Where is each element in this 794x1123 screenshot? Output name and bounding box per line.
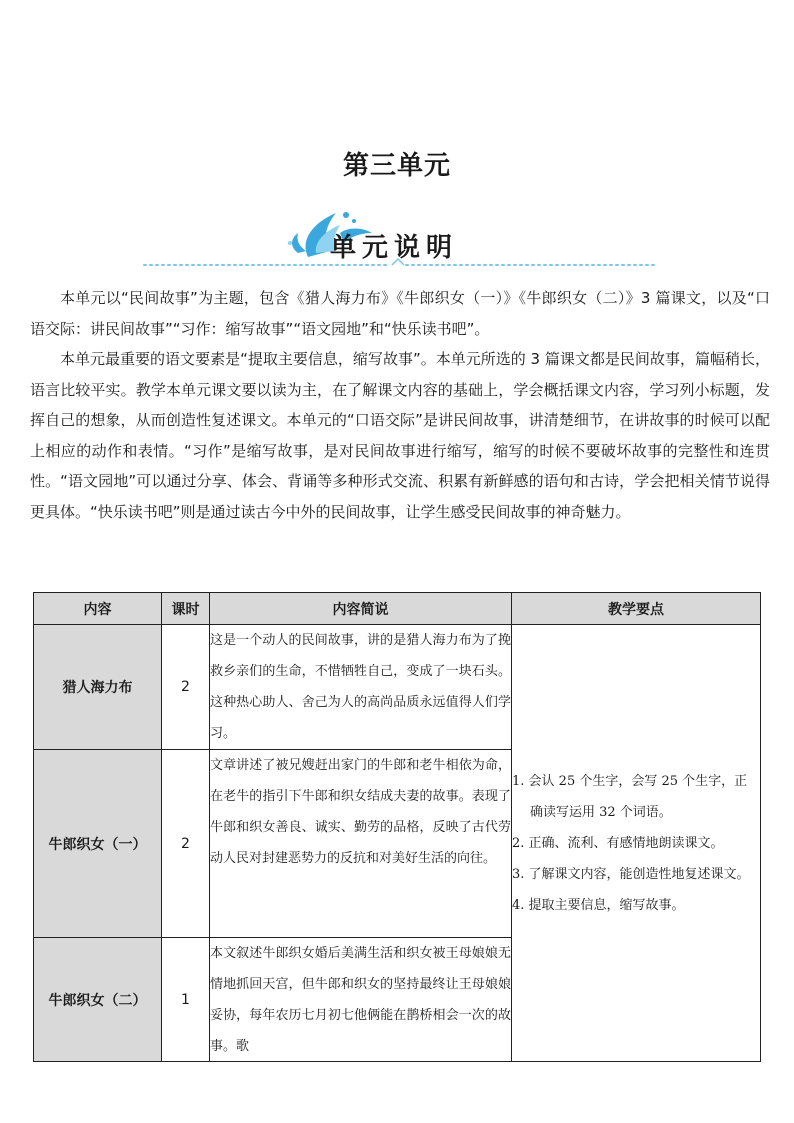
header-summary: 内容简说 [210, 593, 512, 625]
intro-paragraph: 本单元以“民间故事”为主题，包含《猎人海力布》《牛郎织女（一）》《牛郎织女（二）》3 篇课文，以及“口语交际：讲民间故事”“习作：缩写故事”“语文园地”和“快乐读书吧”。 [30, 289, 770, 338]
goal-item: 2. 正确、流利、有感情地朗读课文。 [512, 835, 724, 851]
lesson-name: 牛郎织女（一） [34, 750, 162, 938]
lesson-summary-cell [210, 938, 512, 1062]
header-hours: 课时 [162, 593, 210, 625]
table-header-row [34, 593, 761, 625]
goal-item: 3. 了解课文内容，能创造性地复述课文。 [512, 866, 750, 882]
goal-item: 1. 会认 25 个生字，会写 25 个生字，正确读写运用 32 个词语。 [512, 773, 748, 820]
section-title: 单元说明 [330, 233, 459, 263]
lesson-hours: 1 [162, 938, 210, 1062]
table-row [34, 625, 761, 750]
lesson-hours: 2 [162, 625, 210, 750]
lesson-summary: 本文叙述牛郎织女婚后美满生活和织女被王母娘娘无情地抓回天宫，但牛郎和织女的坚持最终让王母娘娘妥协，每年农历七月初七他俩能在鹊桥相会一次的故事。歌 [210, 946, 511, 1054]
unit-title: 第三单元 [342, 151, 451, 181]
header-content: 内容 [34, 593, 162, 625]
header-goals: 教学要点 [512, 593, 761, 625]
intro-paragraph: 本单元最重要的语文要素是“提取主要信息，缩写故事”。本单元所选的 3 篇课文都是民间故事，篇幅稍长，语言比较平实。教学本单元课文要以读为主，在了解课文内容的基础上，学会概括课文内容，学习列小标题，发挥自己的想象，从而创造性复述课文。本单元的“口语交际”是讲民间故事，讲清楚细节，在讲故事的时候可以配上相应的动作和表情。“习作”是缩写故事，是对民间故事进行缩写，缩写的时候不要破坏故事的完整性和连贯性。“语文园地”可以通过分享、体会、背诵等多种形式交流、积累有新鲜感的语句和古诗，学会把相关情节说得更具体。“快乐读书吧”则是通过读古今中外的民间故事，让学生感受民间故事的神奇魅力。 [30, 350, 770, 521]
lesson-hours: 2 [162, 750, 210, 938]
lesson-summary: 这是一个动人的民间故事，讲的是猎人海力布为了挽救乡亲们的生命，不惜牺牲自己，变成了一块石头。这种热心助人、舍己为人的高尚品质永远值得人们学习。 [210, 625, 512, 750]
intro-text [30, 283, 770, 527]
lesson-name: 猎人海力布 [34, 625, 162, 750]
lesson-name: 牛郎织女（二） [34, 938, 162, 1062]
section-banner [140, 203, 660, 273]
goal-item: 4. 提取主要信息，缩写故事。 [512, 897, 685, 913]
lesson-plan-table [33, 592, 761, 1062]
teaching-goals [512, 625, 761, 1062]
lesson-summary: 文章讲述了被兄嫂赶出家门的牛郎和老牛相依为命，在老牛的指引下牛郎和织女结成夫妻的故事。表现了牛郎和织女善良、诚实、勤劳的品格，反映了古代劳动人民对封建恶势力的反抗和对美好生活的向往。 [210, 750, 512, 938]
